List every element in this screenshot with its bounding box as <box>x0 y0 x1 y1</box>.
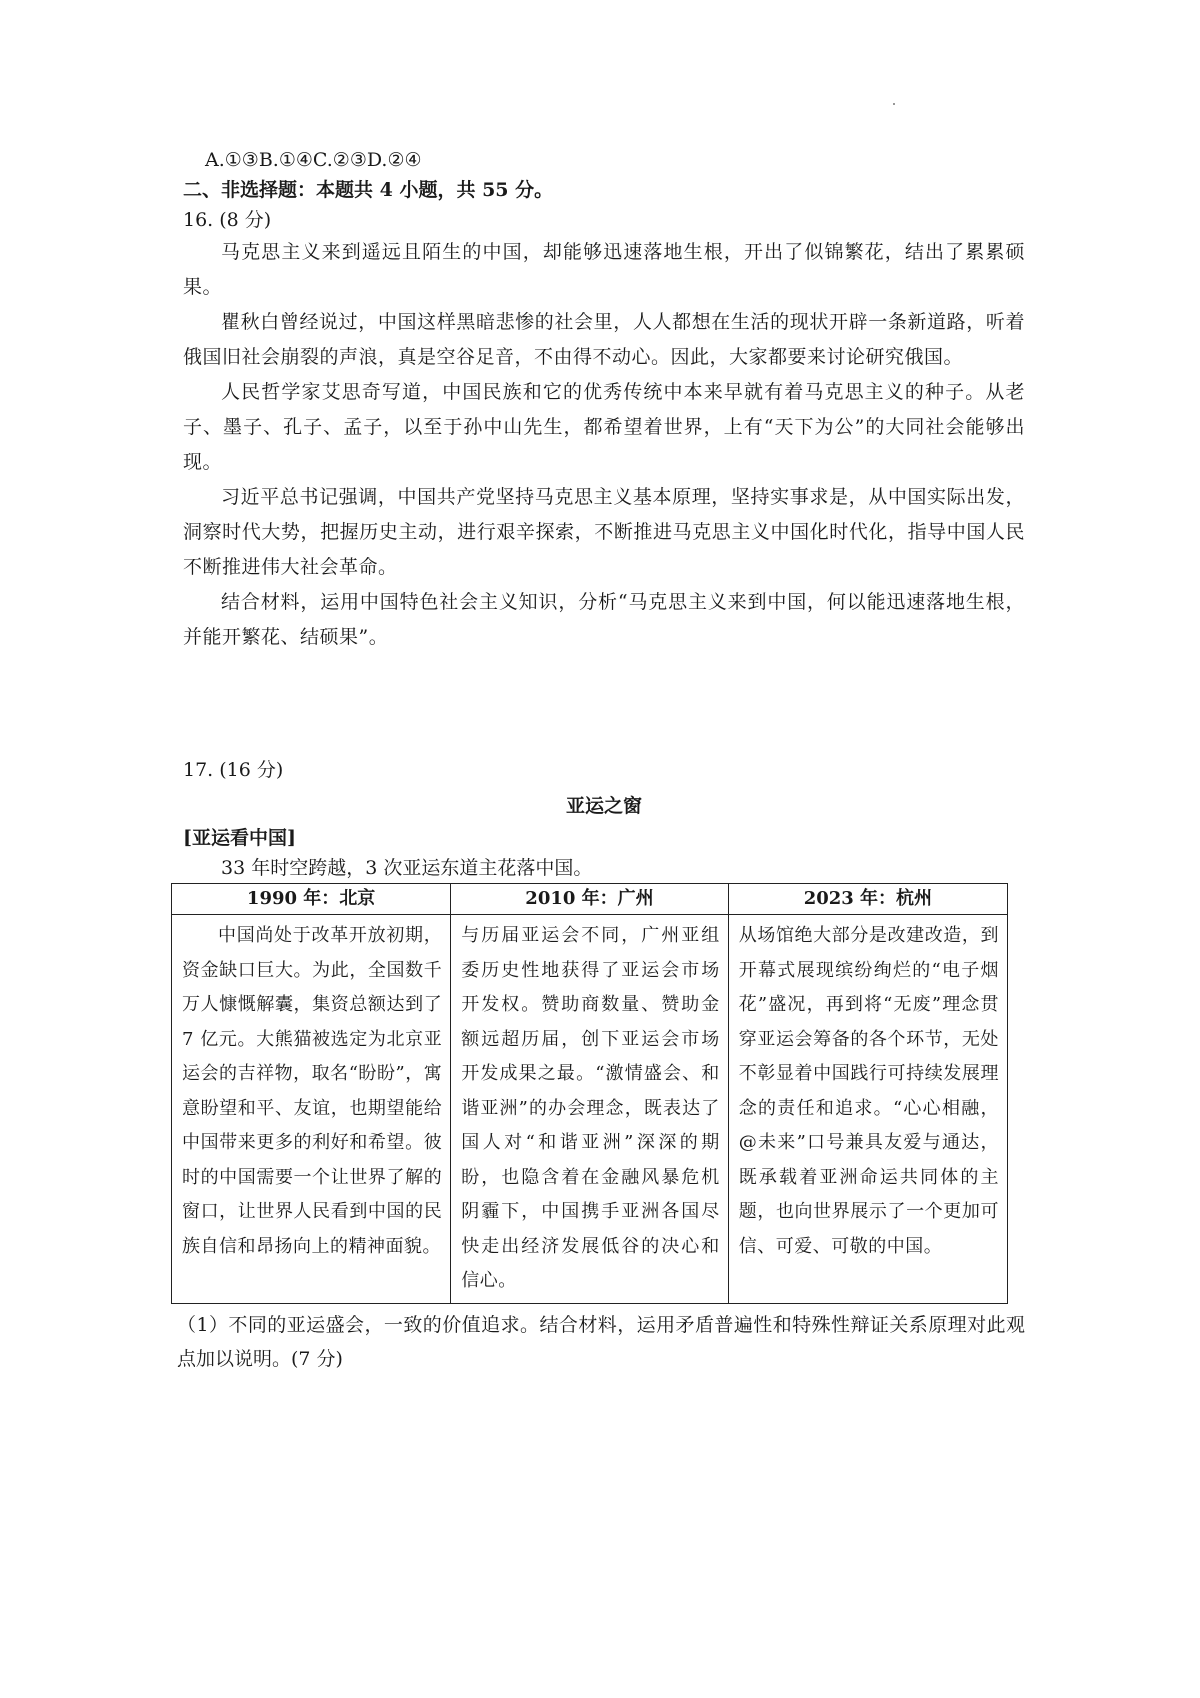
question-16-prompt: 结合材料，运用中国特色社会主义知识，分析“马克思主义来到中国，何以能迅速落地生根，并能开繁花、结硕果”。 <box>183 591 1025 648</box>
table-header-row <box>172 884 1008 915</box>
table-cell-2010 <box>451 915 729 1304</box>
table-header-2010: 2010 年：广州 <box>451 884 729 915</box>
cell-text-1990: 中国尚处于改革开放初期，资金缺口巨大。为此，全国数千万人慷慨解囊，集资总额达到了 7 亿元。大熊猫被选定为北京亚运会的吉祥物，取名“盼盼”，寓意盼望和平、友谊，也期望能给中国带来更多的利好和希望。彼时的中国需要一个让世界了解的窗口，让世界人民看到中国的民族自信和昂扬向上的精神面貌。 <box>182 925 443 1257</box>
question-16-paragraph-3: 人民哲学家艾思奇写道，中国民族和它的优秀传统中本来早就有着马克思主义的种子。从老子、墨子、孔子、孟子，以至于孙中山先生，都希望着世界，上有“天下为公”的大同社会能够出现。 <box>183 381 1025 473</box>
section-title: 二、非选择题：本题共 4 小题，共 55 分。 <box>183 179 554 201</box>
exam-page <box>177 145 1025 1376</box>
question-16 <box>183 205 1025 655</box>
question-17-header: 17. (16 分) <box>183 759 284 781</box>
question-17 <box>177 755 1025 1376</box>
material-title: 亚运之窗 <box>565 795 642 817</box>
question-16-header: 16. (8 分) <box>183 209 272 231</box>
material-lead: 33 年时空跨越，3 次亚运东道主花落中国。 <box>221 857 593 879</box>
question-16-paragraph-1: 马克思主义来到遥远且陌生的中国，却能够迅速落地生根，开出了似锦繁花，结出了累累硕果。 <box>183 241 1025 298</box>
table-header-1990: 1990 年：北京 <box>172 884 451 915</box>
previous-question-options: A.①③B.①④C.②③D.②④ <box>205 149 422 171</box>
scan-speck <box>893 103 895 105</box>
answer-space <box>183 655 1025 755</box>
question-17-sub-question-1: （1）不同的亚运盛会，一致的价值追求。结合材料，运用矛盾普遍性和特殊性辩证关系原理对此观点加以说明。(7 分) <box>177 1313 1025 1370</box>
table-header-2023: 2023 年：杭州 <box>728 884 1007 915</box>
table-row <box>172 915 1008 1304</box>
cell-text-2010: 与历届亚运会不同，广州亚组委历史性地获得了亚运会市场开发权。赞助商数量、赞助金额远超历届，创下亚运会市场开发成果之最。“激情盛会、和谐亚洲”的办会理念，既表达了国人对“和谐亚洲”深深的期盼，也隐含着在金融风暴危机阴霾下，中国携手亚洲各国尽快走出经济发展低谷的决心和信心。 <box>461 925 720 1291</box>
asian-games-table <box>171 883 1008 1304</box>
cell-text-2023: 从场馆绝大部分是改建改造，到开幕式展现缤纷绚烂的“电子烟花”盛况，再到将“无废”理念贯穿亚运会筹备的各个环节，无处不彰显着中国践行可持续发展理念的责任和追求。“心心相融，@未来”口号兼具友爱与通达，既承载着亚洲命运共同体的主题，也向世界展示了一个更加可信、可爱、可敬的中国。 <box>738 925 999 1257</box>
table-cell-1990 <box>172 915 451 1304</box>
question-16-paragraph-4: 习近平总书记强调，中国共产党坚持马克思主义基本原理，坚持实事求是，从中国实际出发，洞察时代大势，把握历史主动，进行艰辛探索，不断推进马克思主义中国化时代化，指导中国人民不断推进伟大社会革命。 <box>183 486 1025 578</box>
material-subtitle: [亚运看中国] <box>183 827 296 849</box>
question-16-paragraph-2: 瞿秋白曾经说过，中国这样黑暗悲惨的社会里，人人都想在生活的现状开辟一条新道路，听着俄国旧社会崩裂的声浪，真是空谷足音，不由得不动心。因此，大家都要来讨论研究俄国。 <box>183 311 1025 368</box>
table-cell-2023 <box>728 915 1007 1304</box>
